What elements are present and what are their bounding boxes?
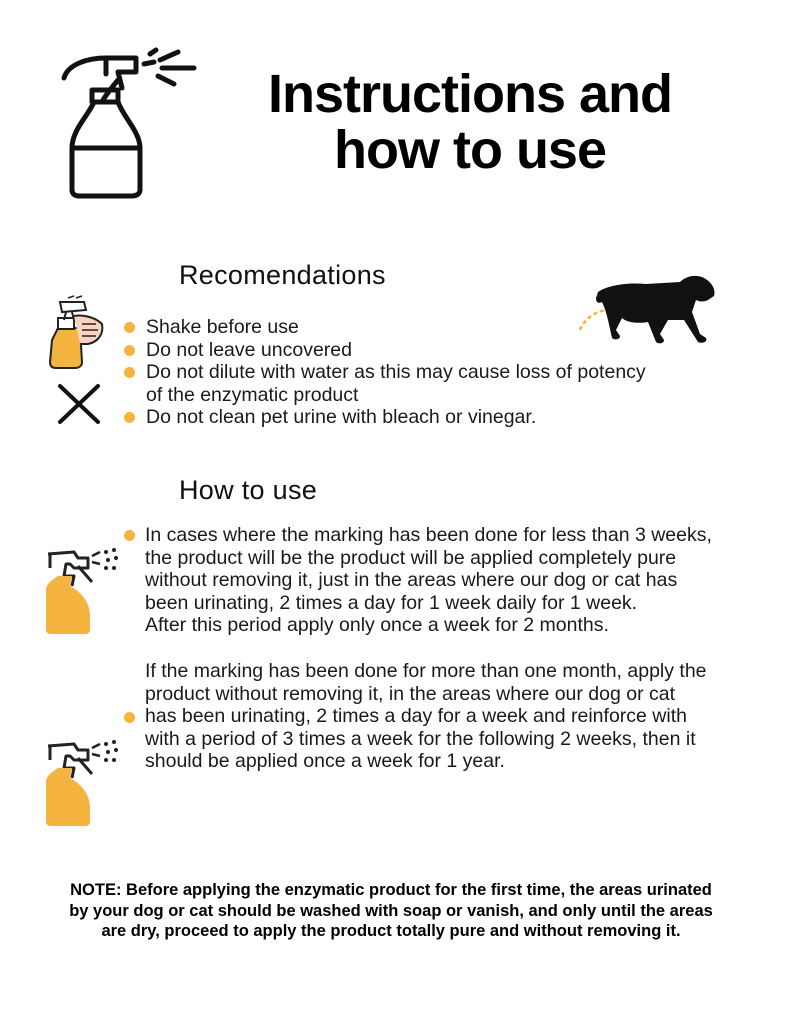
list-item: Shake before use [124, 316, 724, 339]
how-to-use-paragraph-1: In cases where the marking has been done for less than 3 weeks, the product will be the product will be applied completely pure without removing it, just in the areas where our dog or cat has been urinating, 2 times a day for 1 week daily for 1 week. After this period apply only once a week for 2 months. [145, 524, 712, 637]
spray-bottle-outline-icon [58, 40, 198, 205]
page-title [200, 66, 740, 178]
note-text: NOTE: Before applying the enzymatic product for the first time, the areas urinated by your dog or cat should be washed with soap or vanish, and only until the areas are dry, proceed to apply the product totally pure and without removing it. [69, 881, 713, 940]
list-item: Do not dilute with water as this may cause loss of potency of the enzymatic product [124, 361, 724, 406]
list-item: Do not clean pet urine with bleach or vinegar. [124, 406, 724, 429]
how-to-use-paragraph-2: If the marking has been done for more than one month, apply the product without removing it, in the areas where our dog or cat has been urinating, 2 times a day for a week and reinforce with with a period of 3 times a week for the following 2 weeks, then it should be applied once a week for 1 year. [145, 660, 707, 773]
hand-spray-bottle-icon [44, 294, 108, 375]
x-mark-icon [56, 383, 102, 430]
bullet-dot-icon [124, 530, 135, 541]
orange-spray-bottle-icon [44, 546, 122, 641]
list-item: Do not leave uncovered [124, 339, 724, 362]
title-line-2: how to use [334, 120, 606, 180]
bullet-dot-icon [124, 412, 135, 423]
bullet-dot-icon [124, 322, 135, 333]
bullet-dot-icon [124, 712, 135, 723]
bullet-dot-icon [124, 345, 135, 356]
title-line-1: Instructions and [267, 64, 673, 124]
bullet-dot-icon [124, 367, 135, 378]
orange-spray-bottle-icon [44, 738, 122, 833]
how-to-use-title: How to use [179, 475, 318, 505]
recommendations-list [124, 316, 724, 429]
recommendations-title: Recomendations [179, 260, 386, 290]
